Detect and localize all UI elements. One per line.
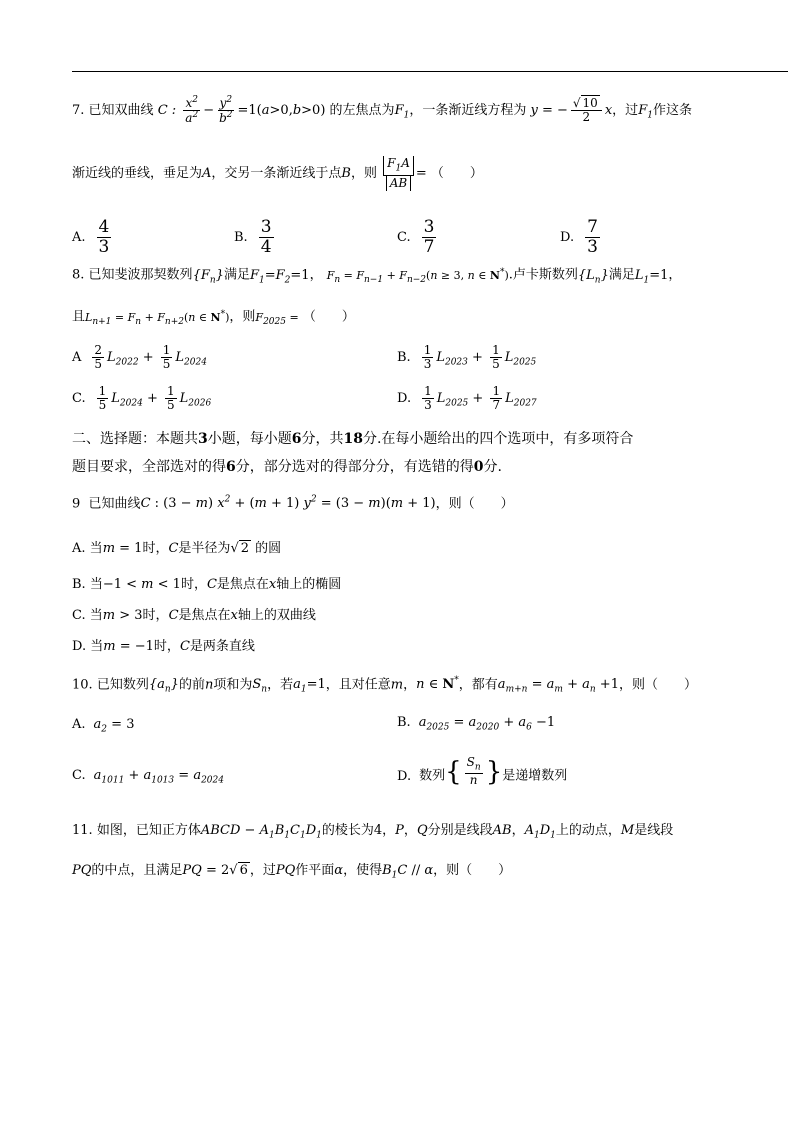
hyperbola-equation: C : $\frac{x^2}{a^2}$ − $\frac{y^2}{b^2}$ =1(a>0,b>0) — [157, 95, 326, 126]
q7-option-b[interactable]: B. $\frac{3}{4}$ — [234, 217, 272, 257]
question-7-line-2: 渐近线的垂线，垂足为A，交另一条渐近线于点B，则 $\frac{F_1A}{AB}$ = （ ） — [72, 156, 483, 190]
ratio-fraction: $\frac{F_1A}{AB}$ — [383, 156, 414, 191]
question-7-line-1: 7. 已知双曲线 C : $\frac{x^2}{a^2}$ − $\frac{y^2}{b^2}$ =1(a>0,b>0) 的左焦点为$F_1$，一条渐近线方程为 y = − $\frac{√ 10}{2}$ x，过$F_1$作这条 — [72, 95, 692, 126]
q7-option-d[interactable]: D. $\frac{7}{3}$ — [560, 217, 598, 257]
q7-option-a[interactable]: A. $\frac{4}{3}$ — [72, 217, 110, 257]
q7-option-c[interactable]: C. $\frac{3}{7}$ — [397, 217, 435, 257]
question-10-stem: 10. 已知数列$\{a_n\}$的前n项和为$S_n$，若$a_1=1$，且对任意m，n ∈ N*，都有$a_{m+n} = a_m + a_n +1$，则（ ） — [72, 676, 697, 695]
header-rule — [72, 71, 788, 72]
question-8-line-1: 8. 已知斐波那契数列$\{F_n\}$满足$F_1=F_2=1$， $F_n = F_{n-1} + F_{n-2}(n \ge 3$, n ∈ N*).卢卡斯数列$\{L_n\}$满足$L_1=1$， — [72, 267, 682, 286]
q8-option-d[interactable]: D. $\frac{1}{3}$ $L_{2025}$ + $\frac{1}{7}$ $L_{2027}$ — [397, 384, 537, 413]
section-2-heading: 二、选择题：本题共3小题，每小题6分，共18分.在每小题给出的四个选项中，有多项符合 — [72, 431, 634, 447]
q8-option-a[interactable]: A $\frac{2}{5}$ $L_{2022}$ + $\frac{1}{5}$ $L_{2024}$ — [72, 343, 207, 372]
question-11-line-1: 11. 如图，已知正方体ABCD − $A_1B_1C_1D_1$的棱长为4，P，Q分别是线段AB，$A_1D_1$上的动点，M是线段 — [72, 823, 674, 841]
asymptote-equation: y = − $\frac{√ 10}{2}$ x — [530, 96, 613, 125]
q8-option-c[interactable]: C. $\frac{1}{5}$ $L_{2024}$ + $\frac{1}{5}$ $L_{2026}$ — [72, 384, 212, 413]
q9-option-c[interactable]: C. 当m > 3时，C是焦点在x轴上的双曲线 — [72, 608, 316, 623]
q10-option-a[interactable]: A. $a_2 = 3$ — [72, 717, 135, 735]
q10-option-d[interactable]: D. 数列 { $\frac{S_n}{n}$ } 是递增数列 — [397, 755, 568, 788]
section-2-heading-line-2: 题目要求，全部选对的得6分，部分选对的得部分分，有选错的得0分. — [72, 459, 502, 475]
q10-option-b[interactable]: B. $a_{2025} = a_{2020} + a_6 -1$ — [397, 715, 556, 733]
q10-option-c[interactable]: C. $a_{1011} + a_{1013} = a_{2024}$ — [72, 768, 224, 786]
q8-option-b[interactable]: B. $\frac{1}{3}$ $L_{2023}$ + $\frac{1}{5}$ $L_{2025}$ — [397, 343, 537, 372]
q9-option-d[interactable]: D. 当m = −1时，C是两条直线 — [72, 639, 255, 654]
question-11-line-2: PQ的中点，且满足PQ = 2√ 6 ，过PQ作平面α，使得$B_1C$ // α，则（ ） — [72, 863, 512, 881]
question-9-stem: 9 已知曲线C : (3 − m) $x^2 + (m + 1) y^2 = (3 - m)(m + 1)$，则（ ） — [72, 495, 514, 512]
q9-option-a[interactable]: A. 当m = 1时，C是半径为√ 2 的圆 — [72, 541, 282, 556]
question-8-line-2: 且$L_{n+1} = F_n + F_{n+2}(n$ ∈ N*)，则$F_{2025}$ = （ ） — [72, 309, 355, 327]
q9-option-b[interactable]: B. 当−1 < m < 1时，C是焦点在x轴上的椭圆 — [72, 577, 342, 592]
